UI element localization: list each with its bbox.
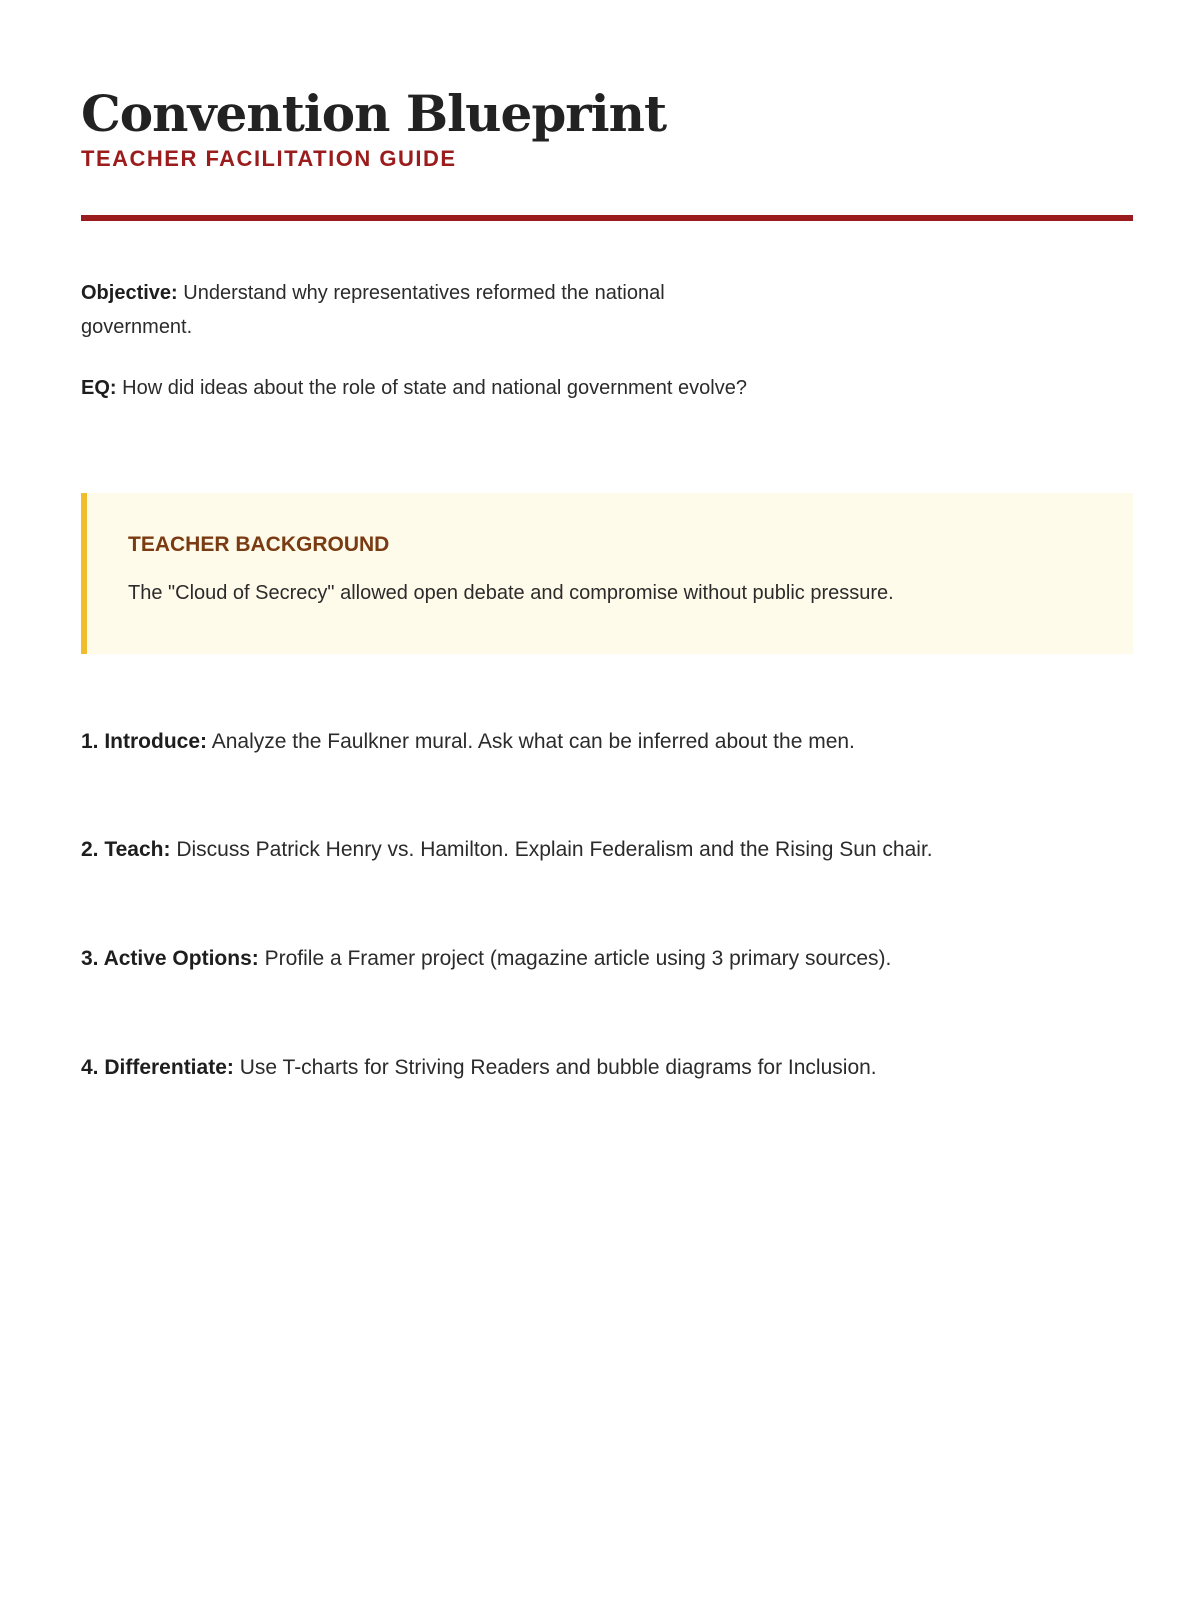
objective-paragraph — [81, 276, 781, 344]
step-label: 1. Introduce: — [81, 730, 208, 753]
step-text: Analyze the Faulkner mural. Ask what can be inferred about the men. — [211, 730, 855, 753]
step-introduce — [81, 726, 1133, 758]
step-differentiate — [81, 1052, 1133, 1084]
teacher-background-heading: TEACHER BACKGROUND — [128, 533, 390, 556]
step-label: 4. Differentiate: — [81, 1056, 234, 1079]
essential-question-label: EQ: — [81, 377, 117, 399]
step-label: 2. Teach: — [81, 838, 171, 861]
essential-question-text: How did ideas about the role of state and national government evolve? — [122, 377, 747, 399]
step-text: Use T-charts for Striving Readers and bubble diagrams for Inclusion. — [239, 1056, 877, 1079]
step-text: Discuss Patrick Henry vs. Hamilton. Explain Federalism and the Rising Sun chair. — [176, 838, 933, 861]
essential-question-paragraph — [81, 371, 781, 405]
step-teach — [81, 834, 1133, 866]
teacher-background-callout — [81, 493, 1133, 654]
header-divider — [81, 215, 1133, 221]
objective-text: Understand why representatives reformed the national government. — [81, 282, 665, 338]
page-subtitle: TEACHER FACILITATION GUIDE — [81, 146, 457, 171]
step-label: 3. Active Options: — [81, 947, 259, 970]
objective-label: Objective: — [81, 282, 178, 304]
page-title: Convention Blueprint — [81, 84, 667, 143]
step-active-options — [81, 943, 1133, 975]
teacher-background-text: The "Cloud of Secrecy" allowed open debate and compromise without public pressure. — [128, 582, 894, 604]
step-text: Profile a Framer project (magazine article using 3 primary sources). — [264, 947, 892, 970]
